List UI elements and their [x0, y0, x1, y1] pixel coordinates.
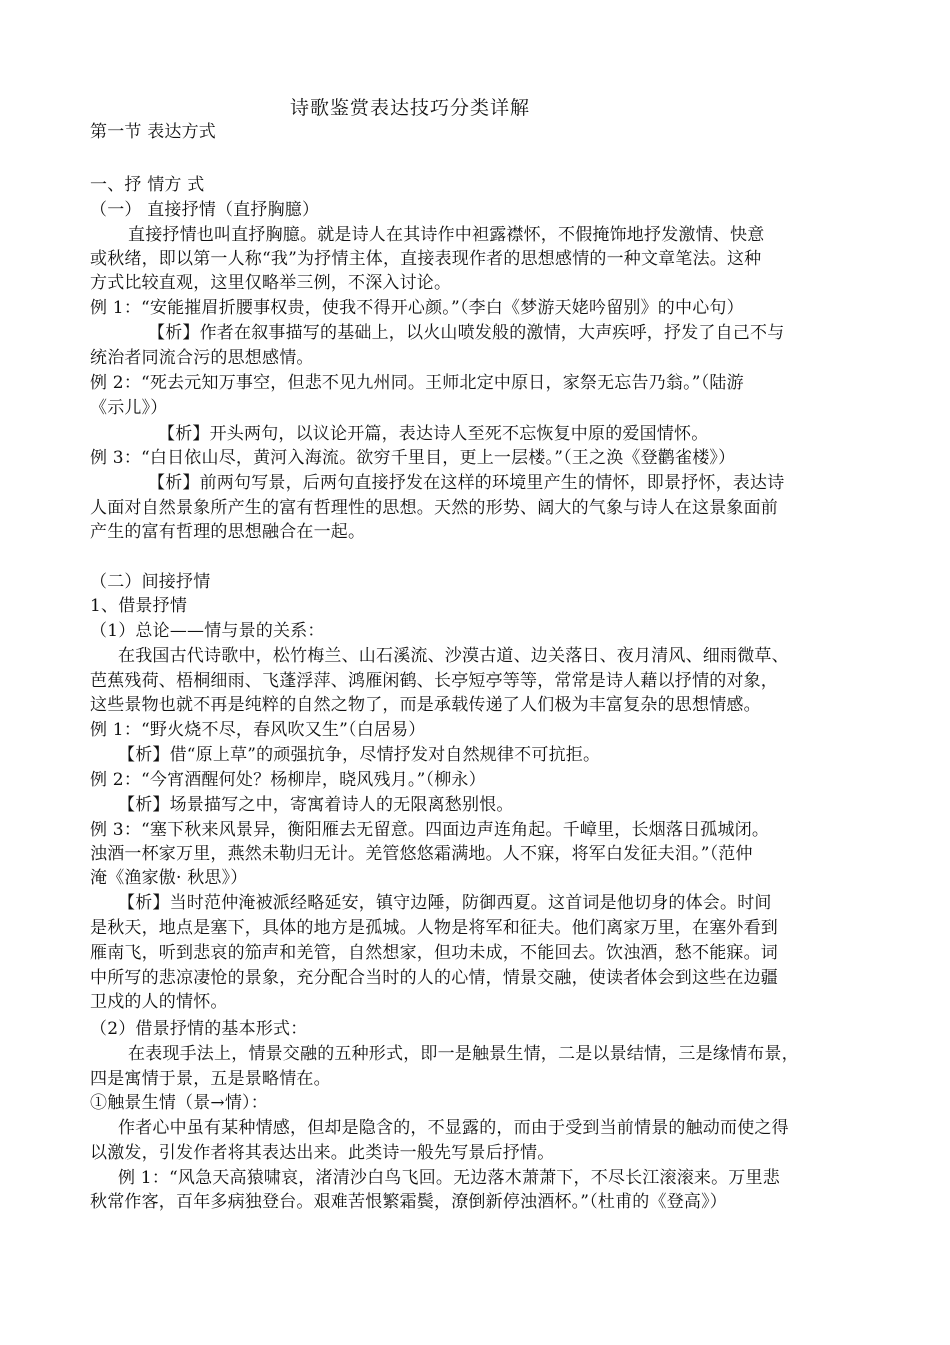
subsection-heading: （一） 直接抒情（直抒胸臆） — [90, 200, 320, 220]
paragraph-line: 方式比较直观，这里仅略举三例，不深入讨论。 — [90, 273, 452, 293]
analysis-line: 【析】借“原上草”的顽强抗争，尽情抒发对自然规律不可抗拒。 — [118, 745, 601, 765]
example-line: 例 2：“死去元知万事空，但悲不见九州同。王师北定中原日，家祭无忘告乃翁。”（陆游 — [90, 373, 744, 393]
section-heading: 第一节 表达方式 — [90, 122, 217, 142]
paragraph-line: 淹《渔家傲· 秋思》） — [90, 868, 248, 888]
example-line: 例 3：“塞下秋来风景异，衡阳雁去无留意。四面边声连角起。千嶂里，长烟落日孤城闭。 — [90, 820, 770, 840]
paragraph-line: 这些景物也就不再是纯粹的自然之物了，而是承载传递了人们极为丰富复杂的思想情感。 — [90, 695, 761, 715]
paragraph-line: 在我国古代诗歌中，松竹梅兰、山石溪流、沙漠古道、边关落日、夜月清风、细雨微草、 — [118, 646, 789, 666]
paragraph-line: 浊酒一杯家万里，燕然未勒归无计。羌管悠悠霜满地。人不寐，将军白发征夫泪。”（范仲 — [90, 844, 753, 864]
example-line: 例 3：“白日依山尽，黄河入海流。欲穷千里目，更上一层楼。”（王之涣《登鹳雀楼》） — [90, 448, 736, 468]
analysis-line: 【析】开头两句，以议论开篇，表达诗人至死不忘恢复中原的爱国情怀。 — [158, 424, 709, 444]
analysis-line: 【析】场景描写之中，寄寓着诗人的无限离愁别恨。 — [118, 795, 514, 815]
paragraph-line: 芭蕉残荷、梧桐细雨、飞蓬浮萍、鸿雁闲鹤、长亭短亭等等，常常是诗人藉以抒情的对象， — [90, 671, 778, 691]
paragraph-line: 以激发，引发作者将其表达出来。此类诗一般先写景后抒情。 — [90, 1143, 555, 1163]
paragraph-line: 作者心中虽有某种情感，但却是隐含的，不显露的，而由于受到当前情景的触动而使之得 — [118, 1118, 789, 1138]
subsection-heading: ①触景生情（景→情）： — [90, 1093, 268, 1113]
subsection-heading: （1）总论——情与景的关系： — [90, 621, 325, 641]
example-line: 例 1：“野火烧不尽，春风吹又生”（白居易） — [90, 720, 426, 740]
paragraph-line: 统治者同流合污的思想感情。 — [90, 348, 314, 368]
analysis-line: 【析】前两句写景，后两句直接抒发在这样的环境里产生的情怀，即景抒怀，表达诗 — [148, 473, 785, 493]
subsection-heading: （二）间接抒情 — [90, 572, 211, 592]
page-title: 诗歌鉴赏表达技巧分类详解 — [289, 97, 530, 119]
subsection-heading: 1、借景抒情 — [90, 596, 188, 616]
paragraph-line: 中所写的悲凉凄怆的景象，充分配合当时的人的心情，情景交融，使读者体会到这些在边疆 — [90, 968, 778, 988]
subsection-heading: 一、抒 情方 式 — [90, 175, 205, 195]
paragraph-line: 人面对自然景象所产生的富有哲理性的思想。天然的形势、阔大的气象与诗人在这景象面前 — [90, 498, 778, 518]
example-line: 例 2：“今宵酒醒何处？杨柳岸，晓风残月。”（柳永） — [90, 770, 486, 790]
analysis-line: 【析】当时范仲淹被派经略延安，镇守边陲，防御西夏。这首词是他切身的体会。时间 — [118, 893, 772, 913]
example-line: 例 1：“安能摧眉折腰事权贵，使我不得开心颜。”（李白《梦游天姥吟留别》的中心句） — [90, 298, 744, 318]
subsection-heading: （2）借景抒情的基本形式： — [90, 1019, 308, 1039]
paragraph-line: 四是寓情于景，五是景略情在。 — [90, 1069, 331, 1089]
paragraph-line: 卫戍的人的情怀。 — [90, 992, 228, 1012]
paragraph-line: 产生的富有哲理的思想融合在一起。 — [90, 522, 366, 542]
paragraph-line: 是秋天，地点是塞下，具体的地方是孤城。人物是将军和征夫。他们离家万里，在塞外看到 — [90, 918, 778, 938]
paragraph-line: 《示儿》） — [90, 398, 168, 418]
paragraph-line: 在表现手法上，情景交融的五种形式，即一是触景生情，二是以景结情，三是缘情布景， — [128, 1044, 799, 1064]
analysis-line: 【析】作者在叙事描写的基础上，以火山喷发般的激情，大声疾呼，抒发了自己不与 — [148, 323, 785, 343]
paragraph-line: 直接抒情也叫直抒胸臆。就是诗人在其诗作中袒露襟怀，不假掩饰地抒发激情、快意 — [128, 225, 765, 245]
paragraph-line: 秋常作客，百年多病独登台。艰难苦恨繁霜鬓，潦倒新停浊酒杯。”（杜甫的《登高》） — [90, 1192, 727, 1212]
paragraph-line: 或秋绪，即以第一人称“我”为抒情主体，直接表现作者的思想感情的一种文章笔法。这种 — [90, 249, 762, 269]
paragraph-line: 雁南飞，听到悲哀的笳声和羌管，自然想家，但功未成，不能回去。饮浊酒，愁不能寐。词 — [90, 943, 778, 963]
example-line: 例 1：“风急天高猿啸哀，渚清沙白鸟飞回。无边落木萧萧下，不尽长江滚滚来。万里悲 — [118, 1168, 780, 1188]
